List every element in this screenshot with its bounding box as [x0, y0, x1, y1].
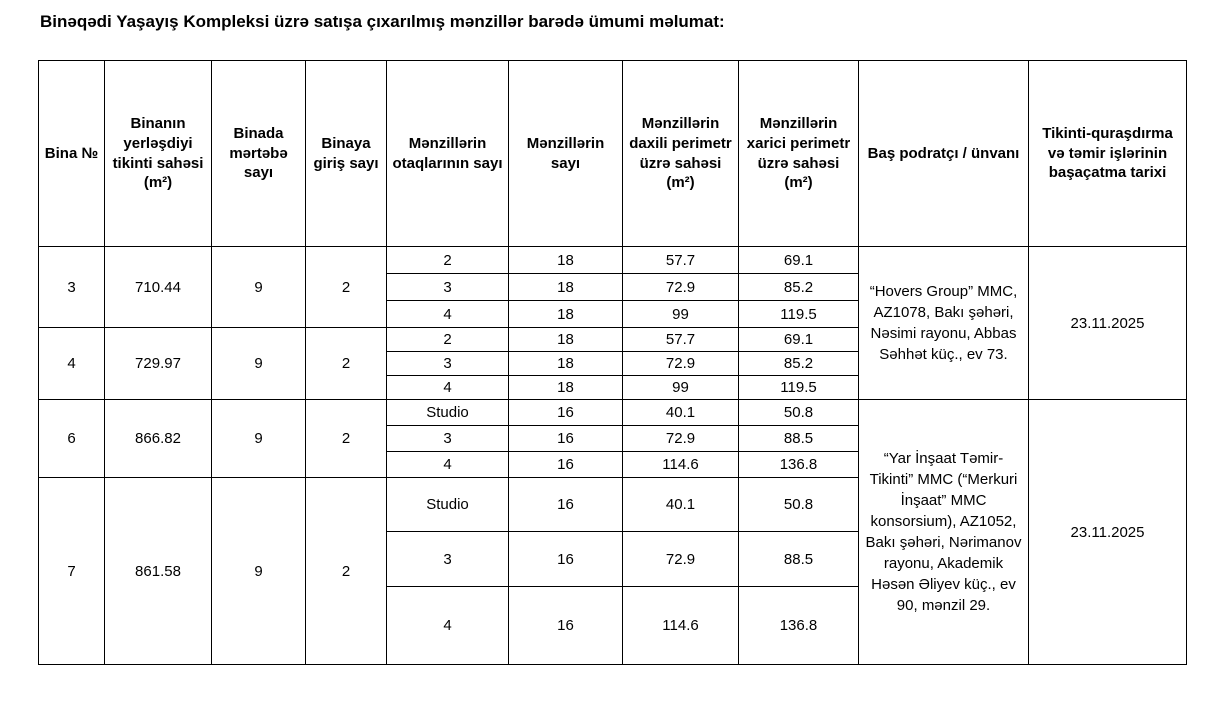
cell-inner-area: 57.7 — [623, 328, 739, 352]
header-entrance-count: Binaya giriş sayı — [306, 61, 387, 247]
header-outer-area: Mənzillərin xarici perimetr üzrə sahəsi (m²) — [739, 61, 859, 247]
cell-outer-area: 88.5 — [739, 532, 859, 587]
cell-outer-area: 50.8 — [739, 478, 859, 532]
cell-site-area: 861.58 — [105, 478, 212, 665]
cell-apartment-count: 16 — [509, 478, 623, 532]
cell-room-count: Studio — [387, 478, 509, 532]
cell-contractor: “Yar İnşaat Təmir-Tikinti” MMC (“Merkuri İnşaat” MMC konsorsium), AZ1052, Bakı şəhəri, Nərimanov rayonu, Akademik Həsən Əliyev küç., ev 90, mənzil 29. — [859, 400, 1029, 665]
cell-apartment-count: 16 — [509, 426, 623, 452]
cell-outer-area: 119.5 — [739, 301, 859, 328]
cell-inner-area: 72.9 — [623, 426, 739, 452]
cell-apartment-count: 16 — [509, 452, 623, 478]
cell-entrance-count: 2 — [306, 400, 387, 478]
cell-outer-area: 136.8 — [739, 452, 859, 478]
cell-room-count: 4 — [387, 301, 509, 328]
cell-inner-area: 72.9 — [623, 352, 739, 376]
cell-room-count: 3 — [387, 274, 509, 301]
cell-floor-count: 9 — [212, 478, 306, 665]
cell-apartment-count: 18 — [509, 376, 623, 400]
header-building-no: Bina № — [39, 61, 105, 247]
cell-room-count: 4 — [387, 452, 509, 478]
cell-room-count: 3 — [387, 426, 509, 452]
cell-apartment-count: 18 — [509, 352, 623, 376]
table-row — [39, 247, 1187, 274]
cell-inner-area: 99 — [623, 301, 739, 328]
header-apartment-count: Mənzillərin sayı — [509, 61, 623, 247]
cell-room-count: Studio — [387, 400, 509, 426]
header-room-count: Mənzillərin otaqlarının sayı — [387, 61, 509, 247]
cell-room-count: 2 — [387, 247, 509, 274]
header-contractor: Baş podratçı / ünvanı — [859, 61, 1029, 247]
cell-site-area: 866.82 — [105, 400, 212, 478]
cell-outer-area: 119.5 — [739, 376, 859, 400]
cell-entrance-count: 2 — [306, 247, 387, 328]
cell-apartment-count: 16 — [509, 400, 623, 426]
cell-outer-area: 69.1 — [739, 247, 859, 274]
header-floor-count: Binada mərtəbə sayı — [212, 61, 306, 247]
page-title: Binəqədi Yaşayış Kompleksi üzrə satışa çıxarılmış mənzillər barədə ümumi məlumat: — [40, 12, 725, 31]
header-inner-area: Mənzillərin daxili perimetr üzrə sahəsi (m²) — [623, 61, 739, 247]
cell-room-count: 4 — [387, 587, 509, 665]
cell-building-no: 7 — [39, 478, 105, 665]
cell-outer-area: 50.8 — [739, 400, 859, 426]
cell-inner-area: 114.6 — [623, 587, 739, 665]
cell-floor-count: 9 — [212, 247, 306, 328]
cell-outer-area: 136.8 — [739, 587, 859, 665]
cell-contractor: “Hovers Group” MMC, AZ1078, Bakı şəhəri, Nəsimi rayonu, Abbas Səhhət küç., ev 73. — [859, 247, 1029, 400]
cell-site-area: 729.97 — [105, 328, 212, 400]
cell-apartment-count: 18 — [509, 274, 623, 301]
cell-inner-area: 72.9 — [623, 532, 739, 587]
cell-completion-date: 23.11.2025 — [1029, 247, 1187, 400]
cell-entrance-count: 2 — [306, 328, 387, 400]
cell-apartment-count: 16 — [509, 587, 623, 665]
cell-inner-area: 72.9 — [623, 274, 739, 301]
cell-apartment-count: 18 — [509, 247, 623, 274]
cell-floor-count: 9 — [212, 328, 306, 400]
cell-outer-area: 88.5 — [739, 426, 859, 452]
cell-outer-area: 85.2 — [739, 352, 859, 376]
cell-room-count: 4 — [387, 376, 509, 400]
cell-apartment-count: 18 — [509, 301, 623, 328]
cell-entrance-count: 2 — [306, 478, 387, 665]
cell-building-no: 4 — [39, 328, 105, 400]
header-site-area: Binanın yerləşdiyi tikinti sahəsi (m²) — [105, 61, 212, 247]
cell-outer-area: 69.1 — [739, 328, 859, 352]
table-row — [39, 400, 1187, 426]
cell-floor-count: 9 — [212, 400, 306, 478]
cell-inner-area: 40.1 — [623, 478, 739, 532]
header-completion-date: Tikinti-quraşdırma və təmir işlərinin başaçatma tarixi — [1029, 61, 1187, 247]
cell-site-area: 710.44 — [105, 247, 212, 328]
cell-inner-area: 57.7 — [623, 247, 739, 274]
cell-building-no: 6 — [39, 400, 105, 478]
cell-completion-date: 23.11.2025 — [1029, 400, 1187, 665]
cell-apartment-count: 18 — [509, 328, 623, 352]
cell-room-count: 3 — [387, 532, 509, 587]
cell-room-count: 3 — [387, 352, 509, 376]
cell-inner-area: 99 — [623, 376, 739, 400]
cell-room-count: 2 — [387, 328, 509, 352]
cell-building-no: 3 — [39, 247, 105, 328]
apartments-table — [38, 60, 1187, 665]
cell-inner-area: 40.1 — [623, 400, 739, 426]
cell-apartment-count: 16 — [509, 532, 623, 587]
header-row — [39, 61, 1187, 247]
cell-outer-area: 85.2 — [739, 274, 859, 301]
cell-inner-area: 114.6 — [623, 452, 739, 478]
